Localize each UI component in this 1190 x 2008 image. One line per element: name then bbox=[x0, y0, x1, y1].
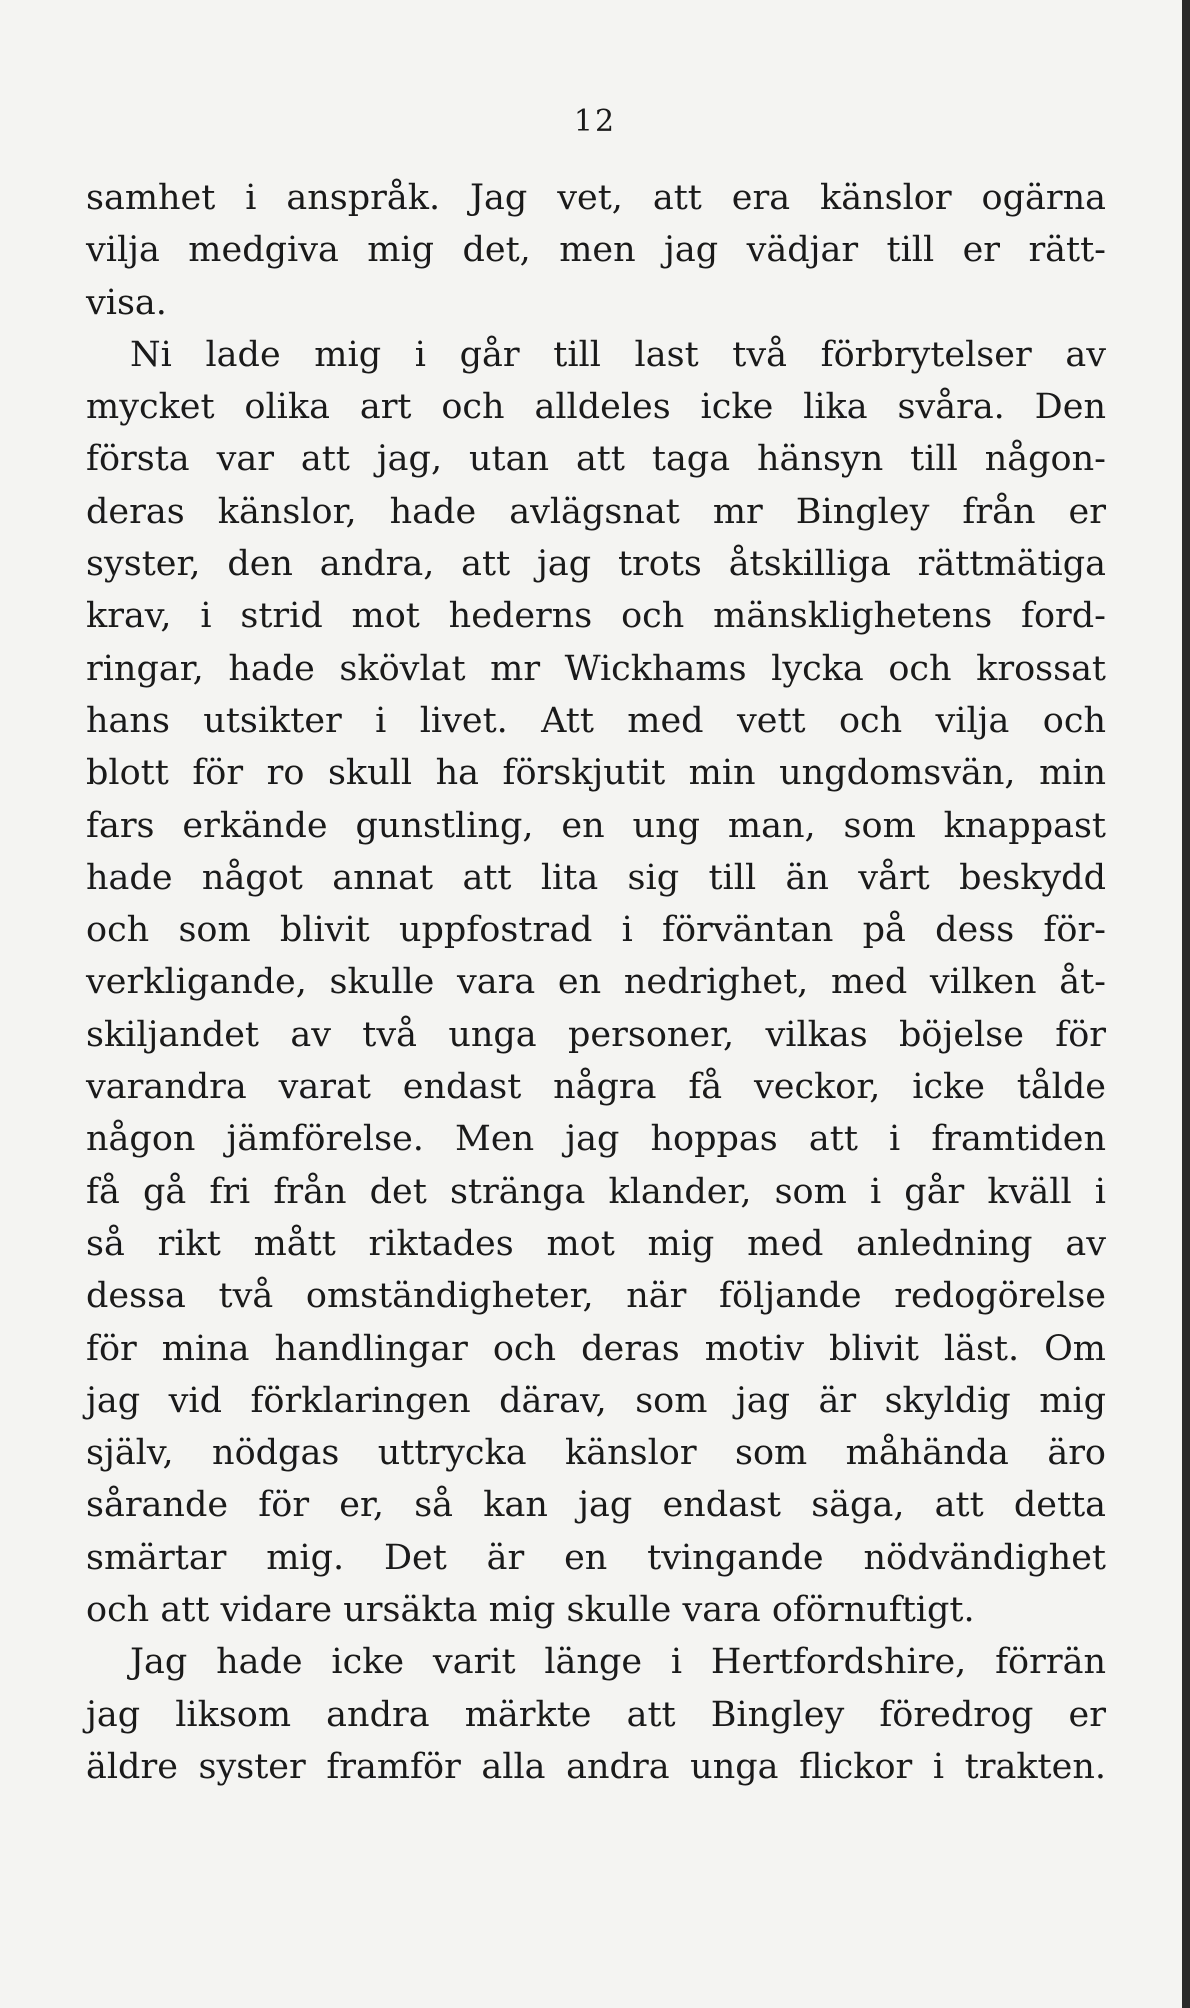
text-line: deras känslor, hade avlägsnat mr Bingley från er bbox=[86, 491, 1106, 532]
text-line: någon jämförelse. Men jag hoppas att i framtiden bbox=[86, 1119, 1106, 1160]
page-edge bbox=[1182, 0, 1190, 2008]
text-line: Jag hade icke varit länge i Hertfordshire, förrän bbox=[130, 1642, 1106, 1683]
text-line: första var att jag, utan att taga hänsyn till någon- bbox=[86, 439, 1106, 480]
text-line: blott för ro skull ha förskjutit min ungdomsvän, min bbox=[86, 753, 1106, 794]
text-line: själv, nödgas uttrycka känslor som måhända äro bbox=[86, 1433, 1106, 1474]
text-line: jag liksom andra märkte att Bingley föredrog er bbox=[86, 1694, 1106, 1735]
text-line: smärtar mig. Det är en tvingande nödvändighet bbox=[86, 1537, 1106, 1578]
text-line: samhet i anspråk. Jag vet, att era känslor ogärna bbox=[86, 178, 1106, 218]
text-line: varandra varat endast några få veckor, icke tålde bbox=[86, 1067, 1106, 1108]
page-number: 12 bbox=[573, 104, 617, 139]
text-line: skiljandet av två unga personer, vilkas böjelse för bbox=[86, 1014, 1106, 1055]
text-line: äldre syster framför alla andra unga flickor i trakten. bbox=[86, 1746, 1106, 1787]
text-line: krav, i strid mot hederns och mänsklighetens ford- bbox=[86, 596, 1106, 637]
text-line: få gå fri från det stränga klander, som i går kväll i bbox=[86, 1171, 1106, 1212]
body-text bbox=[86, 172, 1106, 1793]
text-line: hans utsikter i livet. Att med vett och vilja och bbox=[86, 700, 1106, 741]
text-line: visa. bbox=[86, 282, 167, 323]
text-line: och som blivit uppfostrad i förväntan på dess för- bbox=[86, 910, 1106, 951]
text-line: syster, den andra, att jag trots åtskilliga rättmätiga bbox=[86, 544, 1106, 585]
text-line: och att vidare ursäkta mig skulle vara oförnuftigt. bbox=[86, 1590, 975, 1631]
text-line: hade något annat att lita sig till än vårt beskydd bbox=[86, 857, 1106, 898]
text-line: fars erkände gunstling, en ung man, som knappast bbox=[86, 805, 1106, 846]
text-line: vilja medgiva mig det, men jag vädjar till er rätt- bbox=[86, 230, 1106, 271]
text-line: dessa två omständigheter, när följande redogörelse bbox=[86, 1276, 1106, 1317]
text-line: mycket olika art och alldeles icke lika svåra. Den bbox=[86, 387, 1106, 428]
text-line: Ni lade mig i går till last två förbrytelser av bbox=[130, 334, 1106, 375]
text-line: för mina handlingar och deras motiv blivit läst. Om bbox=[86, 1328, 1106, 1369]
text-line: ringar, hade skövlat mr Wickhams lycka och krossat bbox=[86, 648, 1106, 689]
text-line: verkligande, skulle vara en nedrighet, med vilken åt- bbox=[86, 962, 1106, 1003]
text-line: jag vid förklaringen därav, som jag är skyldig mig bbox=[86, 1380, 1106, 1421]
text-line: sårande för er, så kan jag endast säga, att detta bbox=[86, 1485, 1106, 1526]
text-line: så rikt mått riktades mot mig med anledning av bbox=[86, 1223, 1106, 1264]
